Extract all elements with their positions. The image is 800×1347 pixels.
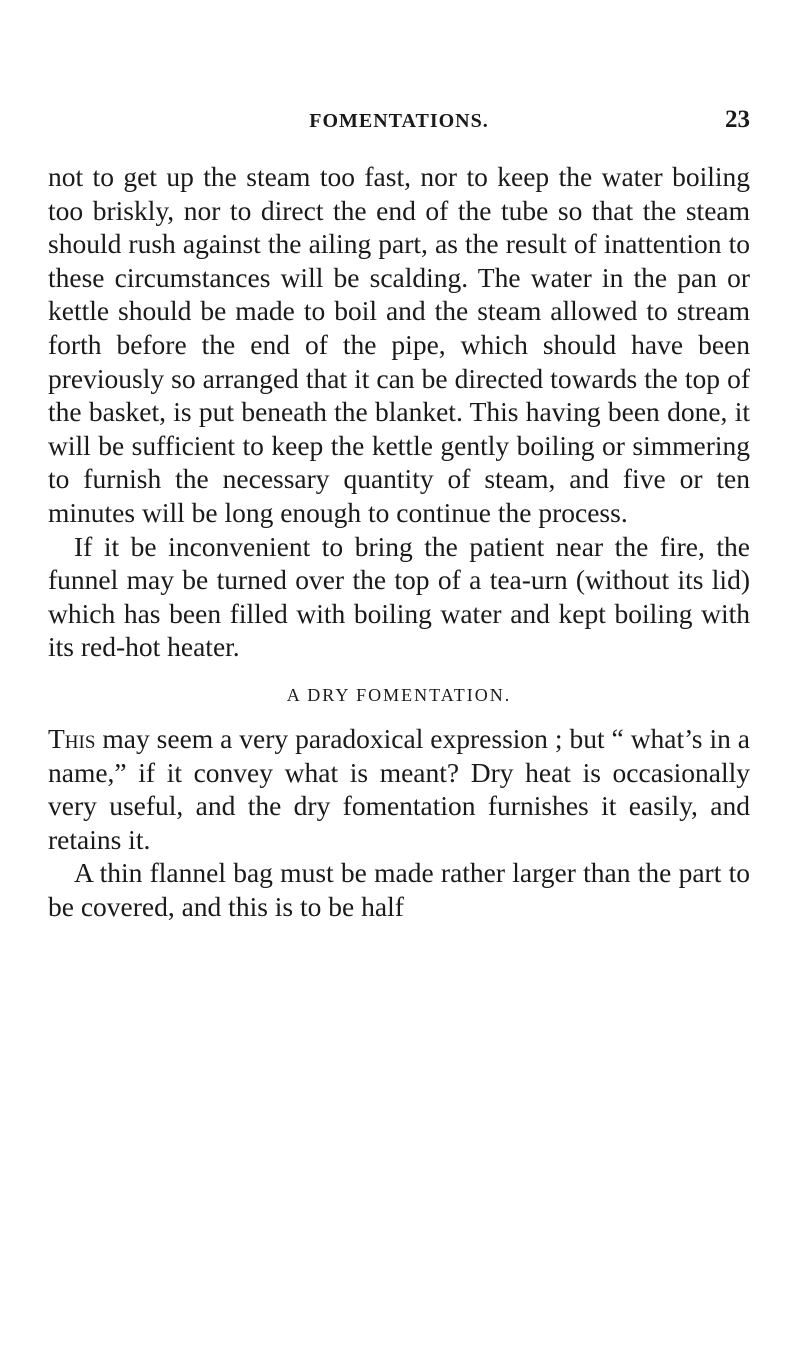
paragraph-lead-word: This xyxy=(48,722,96,754)
body-text xyxy=(48,160,750,923)
paragraph-dry-fomentation-text: may seem a very paradoxical expression ; but “ what’s in a name,” if it convey what is meant? Dry heat is occasionally very useful, and the dry fomentation furnishes it easily, and retains it. xyxy=(48,722,750,855)
page-number: 23 xyxy=(725,106,750,133)
paragraph-dry-fomentation xyxy=(48,722,750,856)
paragraph-continuation: not to get up the steam too fast, nor to keep the water boiling too briskly, nor to direct the end of the tube so that the steam should rush against the ailing part, as the result of inattention to these circumstances will be scalding. The water in the pan or kettle should be made to boil and the steam allowed to stream forth before the end of the pipe, which should have been previously so arranged that it can be directed towards the top of the basket, is put beneath the blanket. This having been done, it will be sufficient to keep the kettle gently boiling or simmering to furnish the necessary quantity of steam, and five or ten minutes will be long enough to continue the process. xyxy=(48,161,750,528)
section-heading: A DRY FOMENTATION. xyxy=(286,684,512,705)
running-head xyxy=(48,106,750,140)
paragraph-tea-urn: If it be inconvenient to bring the patient near the fire, the funnel may be turned over the top of a tea-urn (without its lid) which has been filled with boiling water and kept boiling with its red-hot heater. xyxy=(48,530,750,663)
paragraph-flannel-bag: A thin flannel bag must be made rather larger than the part to be covered, and this is to be half xyxy=(48,857,750,922)
running-title: FOMENTATIONS. xyxy=(309,110,489,132)
